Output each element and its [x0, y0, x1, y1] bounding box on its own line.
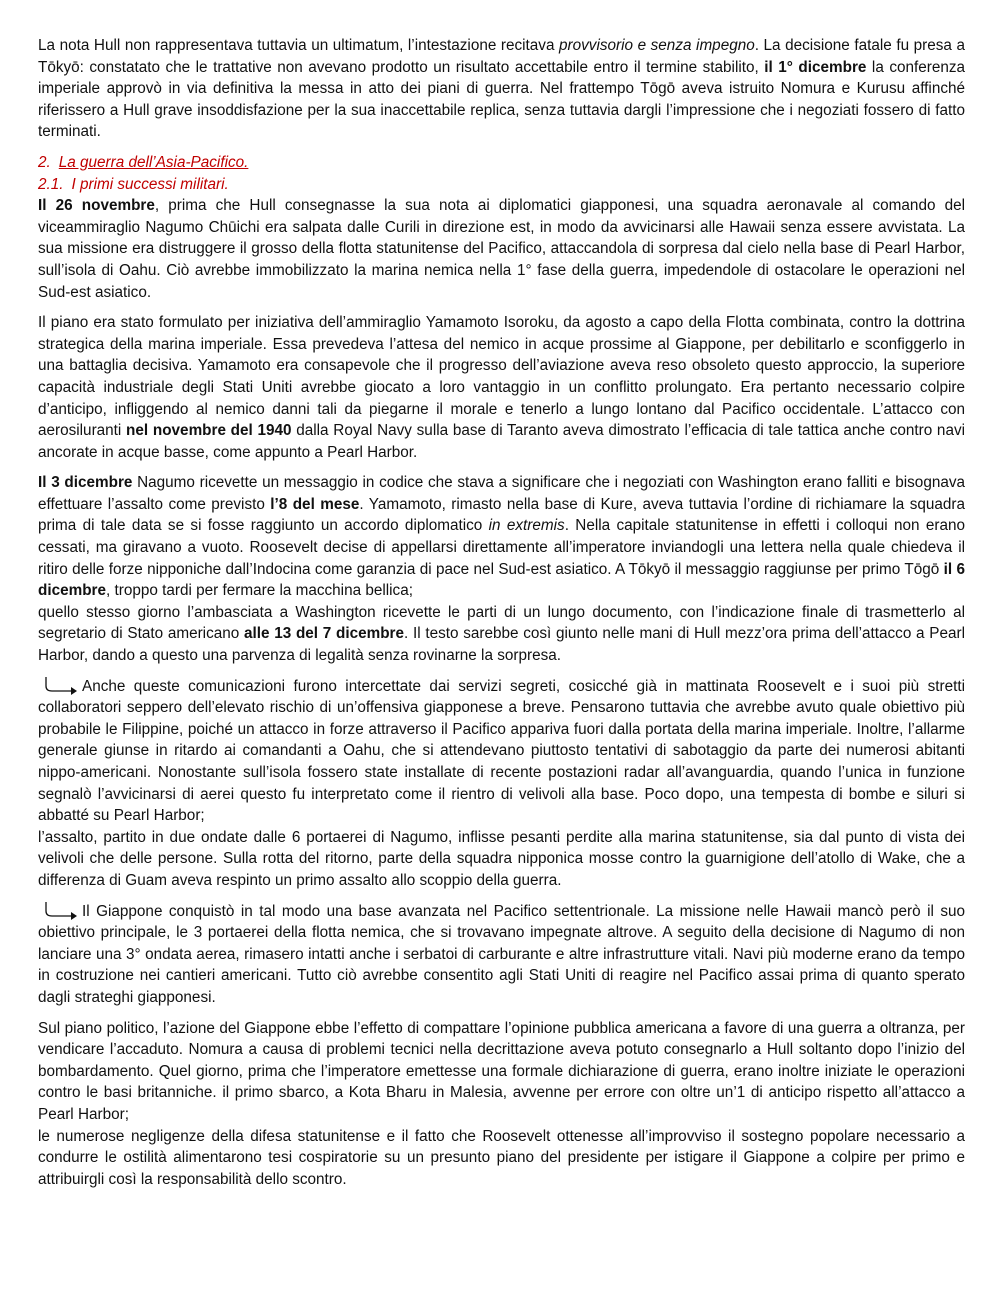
text-run: l’assalto, partito in due ondate dalle 6 portaerei di Nagumo, inflisse pesanti perdite alla marina statunitense, sia dal punto di vista dei velivoli che delle persone. Sulla rotta del ritorno, parte della squadra nipponica mosse contro la guarnigione dell’atollo di Wake, che a differenza di Guam aveva respinto un primo assalto allo scoppio della guerra.: [38, 828, 965, 889]
text-run: Nagumo ricevette un messaggio in codice che stava a significare che i negoziati con Washington erano falliti e bisognava effettuare l’assalto come previsto: [38, 474, 965, 513]
text-run: La nota Hull non rappresentava tuttavia un ultimatum, l’intestazione recitava: [38, 37, 560, 54]
bold-run: il 1° dicembre: [764, 58, 867, 76]
bold-run: Il 26 novembre: [38, 197, 155, 215]
section-title: La guerra dell’Asia-Pacifico.: [58, 153, 249, 171]
paragraph-political-effects: [38, 1018, 965, 1126]
text-run: . Yamamoto, rimasto nella base di Kure, aveva tuttavia l’ordine di richiamare la squadra prima di tale data se si fosse raggiunto un accordo diplomatico: [38, 495, 965, 535]
paragraph-conspiracy-theses: [38, 1126, 965, 1191]
text-run: . Nella capitale statunitense in effetti i colloqui non erano cessati, ma giravano a vuoto. Roosevelt decise di appellarsi direttamente all’imperatore inviandogli una lettera nella quale chiedeva il ritiro delle forze nipponiche dall’Indocina come garanzia di pace nel Sud-est asiatico. A Tōkyō il messaggio raggiunse per primo Tōgō: [38, 517, 966, 578]
paragraph-yamamoto-plan: [38, 312, 965, 463]
text-run: la conferenza imperiale approvò in via definitiva la messa in atto dei piani di guerra. Nel frattempo Tōgō aveva istruito Nomura e Kurusu affinché riferissero a Hull grave insoddisfazione per la sua inaccettabile replica, senza tuttavia dargli l’impressione che i negoziati fossero di fatto terminati.: [38, 58, 966, 141]
text-run: . La decisione fatale fu presa a Tōkyō: constatato che le trattative non avevano prodotto un risultato accettabile entro il termine stabilito,: [38, 37, 965, 76]
italic-run: in extremis: [488, 517, 565, 535]
subsection-heading: [38, 174, 965, 196]
bold-run: Il 3 dicembre: [38, 474, 133, 492]
paragraph-embassy-document: [38, 602, 965, 667]
paragraph-assault-waves: [38, 827, 965, 892]
bold-run: l’8 del mese: [270, 495, 360, 513]
paragraph-intercepted-communications: [38, 676, 965, 827]
section-number: 2.: [38, 153, 51, 171]
text-run: Sul piano politico, l’azione del Giappone ebbe l’effetto di compattare l’opinione pubblica americana a favore di una guerra a oltranza, per vendicare l’accaduto. Nomura a causa di problemi tecnici nella decrittazione aveva potuto consegnarlo a Hull soltanto dopo l’inizio del bombardamento. Quel giorno, prima che l’imperatore emettesse una formale dichiarazione di guerra, erano inoltre iniziate le operazioni contro le basi britanniche. il primo sbarco, a Kota Bharu in Malesia, avvenne per errore con oltre un’1 di anticipo rispetto all’attacco a Pearl Harbor;: [38, 1019, 965, 1123]
italic-run: provvisorio e senza impegno: [559, 37, 755, 54]
section-heading: [38, 152, 965, 174]
text-run: , prima che Hull consegnasse la sua nota ai diplomatici giapponesi, una squadra aeronavale al comando del viceammiraglio Nagumo Chūichi era salpata dalle Curili in direzione est, in modo da avvicinarsi alle Hawaii senza essere avvistata. La sua missione era distruggere il grosso della flotta statunitense del Pacifico, attaccandola di sorpresa dal cielo nella base di Pearl Harbor, sull’isola di Oahu. Ciò avrebbe immobilizzato la marina nemica nella 1° fase della guerra, impedendole di ostacolare le operazioni nel Sud-est asiatico.: [38, 197, 965, 301]
text-run: dalla Royal Navy sulla base di Taranto aveva dimostrato l’efficacia di tale tattica anche contro navi ancorate in acque basse, come appunto a Pearl Harbor.: [38, 422, 965, 461]
text-run: . Il testo sarebbe così giunto nelle mani di Hull mezz’ora prima dell’attacco a Pearl Harbor, dando a questo una parvenza di legalità senza rovinarne la sorpresa.: [38, 625, 965, 665]
paragraph-december-3: [38, 472, 965, 602]
subsection-number: 2.1.: [38, 175, 64, 193]
paragraph-mission-outcome: [38, 901, 965, 1009]
paragraph-hull-note: [38, 35, 965, 143]
paragraph-nagumo-departure: [38, 195, 965, 303]
text-run: Il piano era stato formulato per iniziativa dell’ammiraglio Yamamoto Isoroku, da agosto a capo della Flotta combinata, contro la dottrina strategica della marina imperiale. Essa prevedeva l’attesa del nemico in acque prossime al Giappone, per debilitarlo e sconfiggerlo in una battaglia decisiva. Yamamoto era consapevole che il progresso dell’aviazione aveva reso obsoleto questo approccio, la superiore capacità industriale degli Stati Uniti avrebbe giocato a loro vantaggio in un conflitto prolungato. Era pertanto necessario colpire d’anticipo, infliggendo al nemico danni tali da piegarne il morale e tenerlo a lungo lontano dal Pacifico occidentale. L’attacco con aerosiluranti: [38, 314, 965, 440]
curved-arrow-icon: [38, 901, 82, 921]
text-run: Anche queste comunicazioni furono intercettate dai servizi segreti, cosicché già in mattinata Roosevelt e i suoi più stretti collaboratori seppero dell’elevato rischio di un’offensiva giapponese a breve. Pensarono tuttavia che avrebbe avuto quale obiettivo più probabile le Filippine, poiché un attacco in forze attraverso il Pacifico appariva fuori dalla portata della marina imperiale. Inoltre, l’allarme generale giunse in ritardo ai comandanti a Oahu, che si attendevano piuttosto tentativi di sabotaggio da parte dei numerosi abitanti nippo-americani. Nonostante sull’isola fossero state installate di recente postazioni radar all’avanguardia, quando l’unica in funzione segnalò l’avvicinarsi di aerei questo fu interpretato come il rientro di velivoli alla base. Poco dopo, una tempesta di bombe e siluri si abbatté su Pearl Harbor;: [38, 677, 965, 825]
subsection-title: I primi successi militari.: [71, 175, 229, 193]
document-page: [38, 35, 965, 1199]
bold-run: il 6 dicembre: [38, 560, 965, 600]
bold-run: alle 13 del 7 dicembre: [243, 625, 405, 643]
text-run: , troppo tardi per fermare la macchina bellica;: [106, 582, 413, 600]
text-run: Il Giappone conquistò in tal modo una base avanzata nel Pacifico settentrionale. La missione nelle Hawaii mancò però il suo obiettivo principale, le 3 portaerei della flotta nemica, che si trovavano impegnate altrove. A seguito della decisione di Nagumo di non lanciare una 3° ondata aerea, rimasero intatti anche i serbatoi di carburante e altre infrastrutture vitali. Navi più moderne erano da tempo in costruzione nei cantieri americani. Tutto ciò avrebbe consentito agli Stati Uniti di reagire nel Pacifico assai prima di quanto sperato dagli strateghi giapponesi.: [38, 902, 965, 1006]
bold-run: nel novembre del 1940: [126, 422, 292, 440]
text-run: quello stesso giorno l’ambasciata a Washington ricevette le parti di un lungo documento, con l’indicazione finale di trasmetterlo al segretario di Stato americano: [38, 603, 965, 643]
text-run: le numerose negligenze della difesa statunitense e il fatto che Roosevelt ottenesse all’improvviso il sostegno popolare necessario a condurre le ostilità alimentarono tesi cospiratorie su un presunto piano del presidente per istigare il Giappone a colpire per primo e attribuirgli così la responsabilità dello scontro.: [38, 1127, 965, 1188]
curved-arrow-icon: [38, 676, 82, 696]
